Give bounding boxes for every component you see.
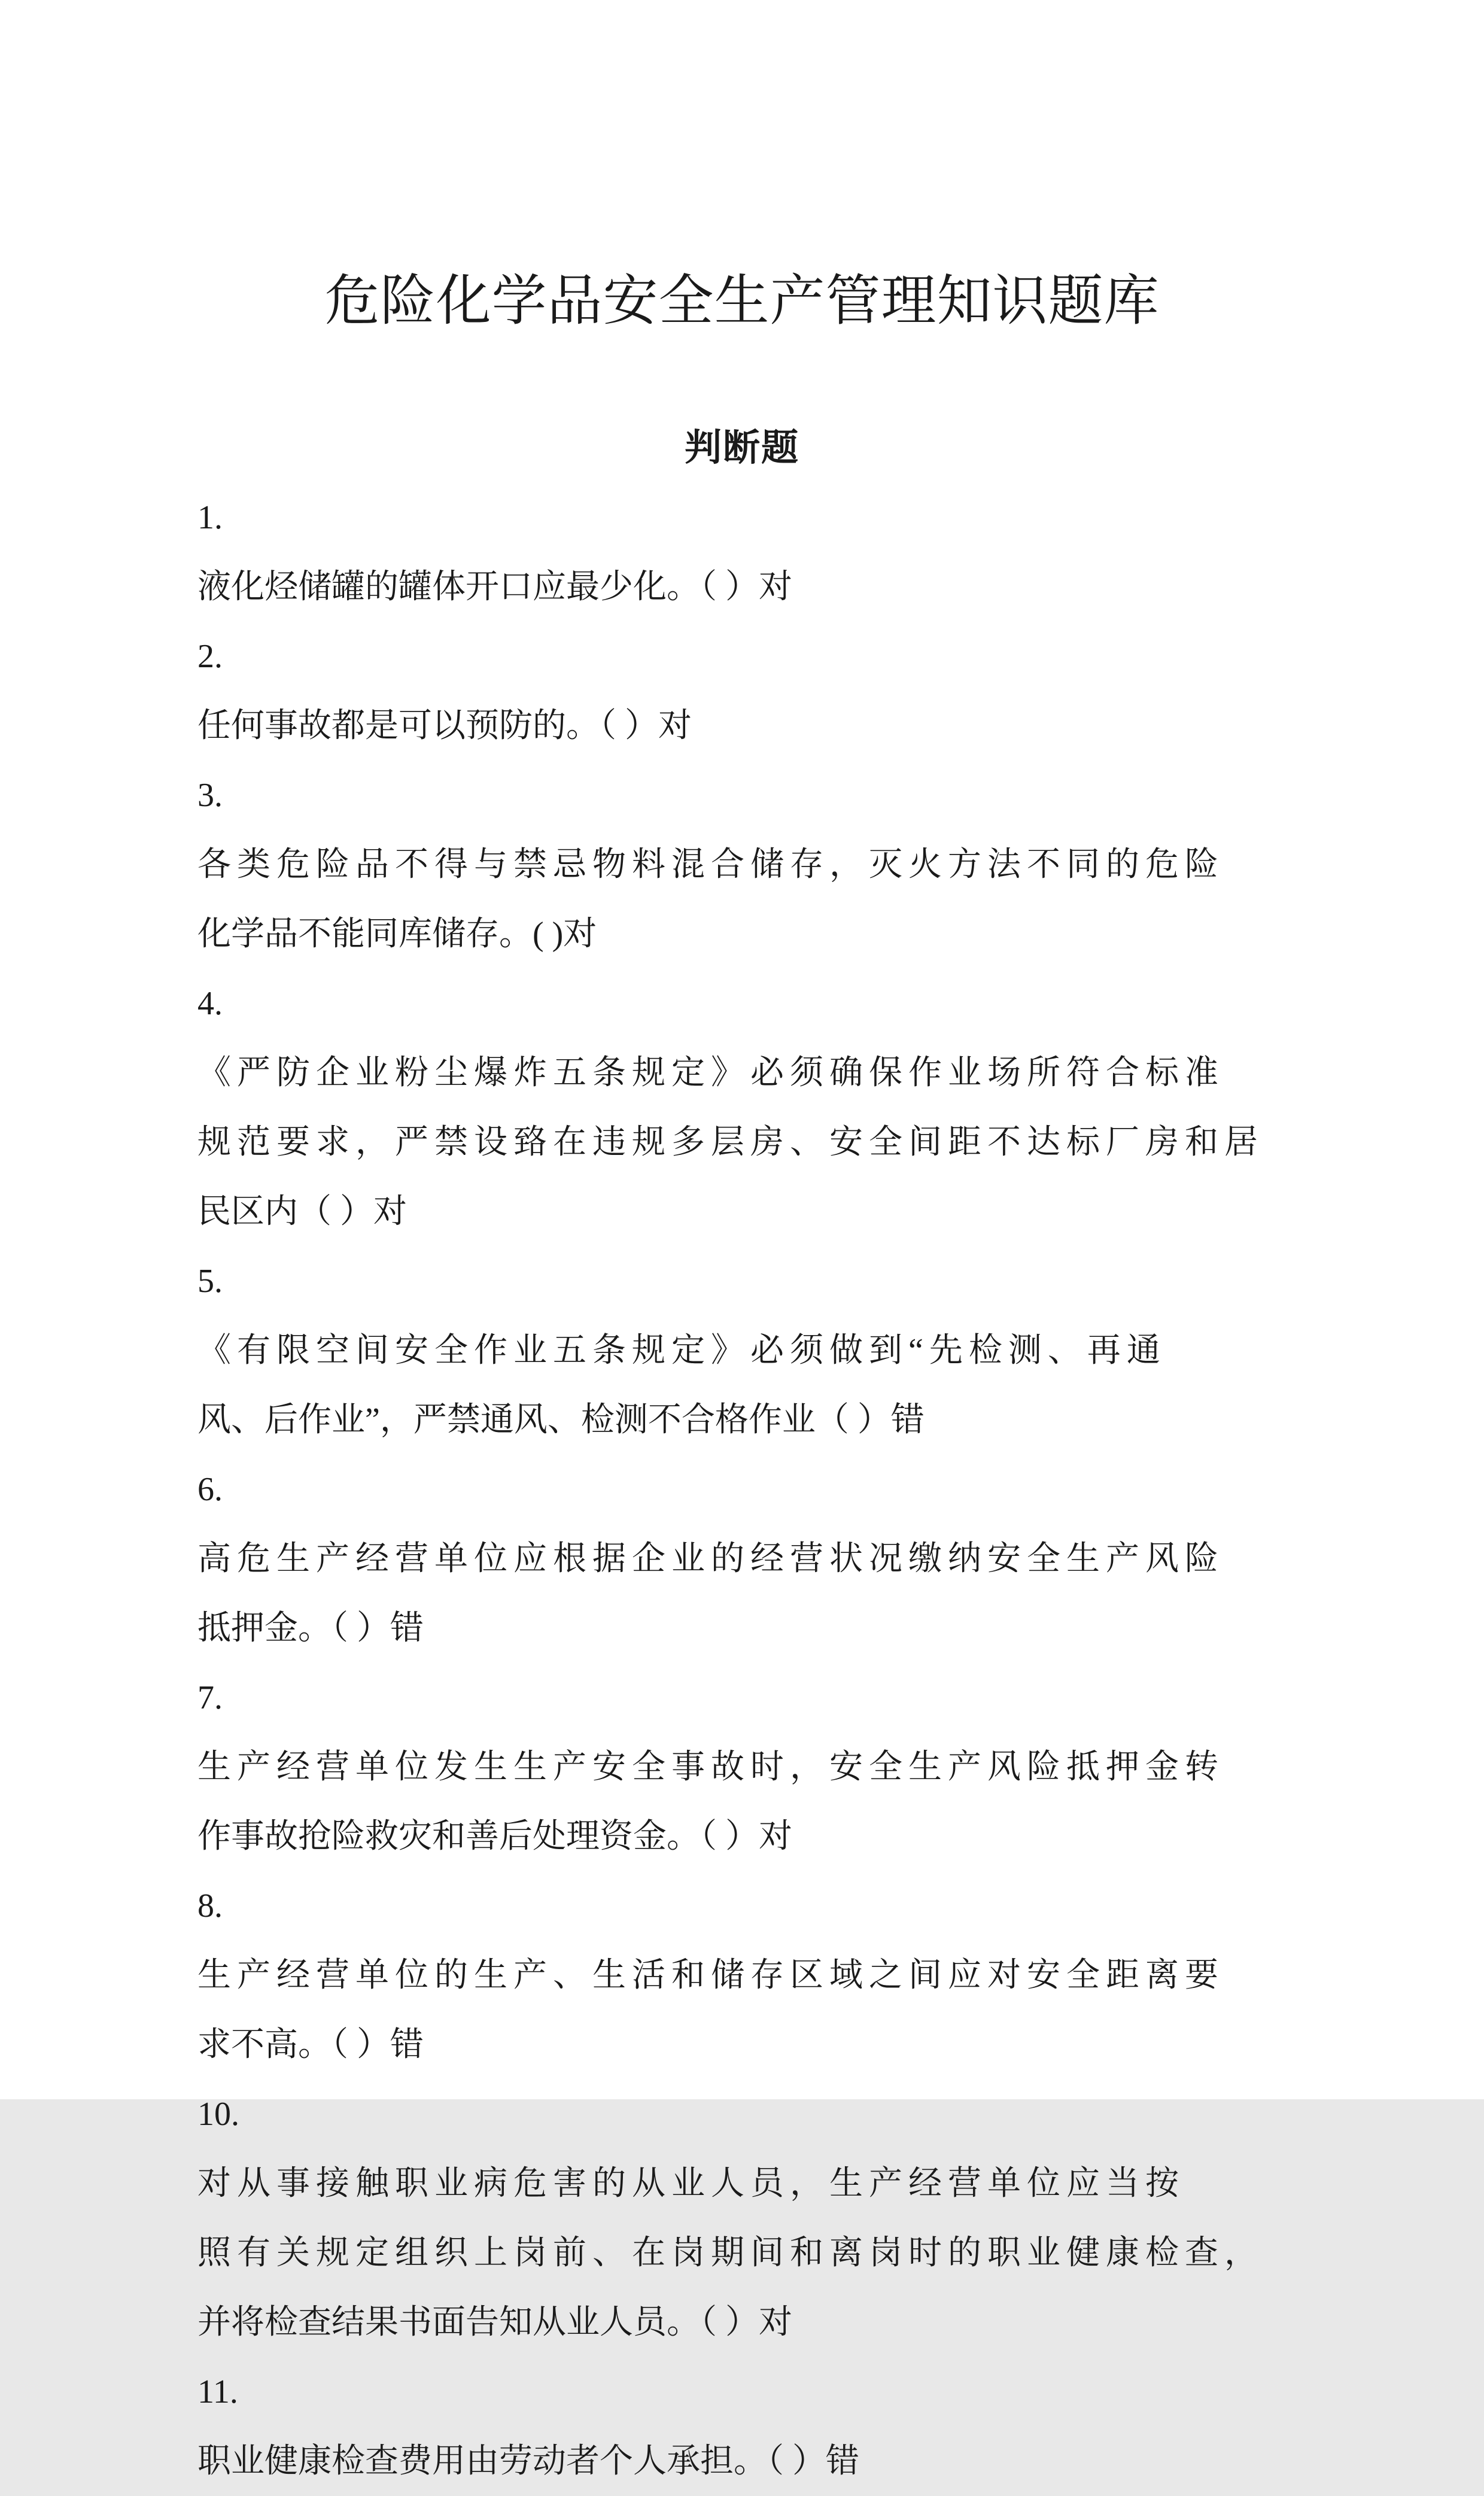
- question-number: 11.: [197, 2373, 238, 2410]
- question-line: 照有关规定组织上岗前、在岗期间和离岗时的职业健康检查，: [197, 2234, 1264, 2272]
- question-line: 职业健康检查费用由劳动者个人承担。（ ）错: [197, 2442, 859, 2480]
- question-line: 化学品不能同库储存。( )对: [197, 915, 597, 953]
- document-title: 危险化学品安全生产管理知识题库: [324, 270, 1160, 332]
- question-item: [197, 2080, 1287, 2357]
- question-line: 生产经营单位发生生产安全事故时，安全生产风险抵押金转: [197, 1748, 1224, 1786]
- question-number: 1.: [197, 498, 223, 536]
- question-number: 2.: [197, 637, 223, 675]
- question-item: [197, 483, 1287, 622]
- question-number: 5.: [197, 1262, 223, 1300]
- question-number: 7.: [197, 1679, 223, 1716]
- question-line: 并将检查结果书面告知从业人员。（ ）对: [197, 2303, 792, 2341]
- question-line: 规范要求，严禁设臵在违规多层房、安全间距不达标厂房和居: [197, 1123, 1264, 1161]
- question-line: 对从事接触职业病危害的从业人员，生产经营单位应当按: [197, 2164, 1185, 2202]
- question-line: 任何事故都是可以预防的。（ ）对: [197, 707, 692, 744]
- question-item: [197, 1247, 1287, 1455]
- question-line: 求不高。（ ）错: [197, 2026, 424, 2063]
- question-line: 抵押金。（ ）错: [197, 1609, 424, 1647]
- document-content: [197, 0, 1287, 2496]
- section-heading: 判断题: [684, 425, 799, 469]
- question-line: 高危生产经营单位应根据企业的经营状况缴纳安全生产风险: [197, 1540, 1224, 1577]
- question-line: 液化烃储罐的罐体开口应最少化。（ ）对: [197, 568, 792, 606]
- question-item: [197, 1663, 1287, 1871]
- question-line: 《有限空间安全作业五条规定》必须做到“先检测、再通: [197, 1331, 1166, 1369]
- question-number: 6.: [197, 1470, 223, 1508]
- question-item: [197, 969, 1287, 1247]
- question-item: [197, 1455, 1287, 1663]
- question-line: 《严防企业粉尘爆炸五条规定》必须确保作业场所符合标准: [197, 1054, 1224, 1092]
- question-line: 作事故抢险救灾和善后处理资金。（ ）对: [197, 1817, 792, 1855]
- question-line: 风、后作业”，严禁通风、检测不合格作业（ ）错: [197, 1401, 925, 1439]
- question-line: 生产经营单位的生产、生活和储存区域之间应对安全距离要: [197, 1956, 1224, 1994]
- question-item: [197, 761, 1287, 969]
- question-list: [197, 483, 1287, 2496]
- question-number: 3.: [197, 776, 223, 814]
- question-item: [197, 2357, 1287, 2496]
- question-number: 10.: [197, 2095, 239, 2133]
- question-item: [197, 1871, 1287, 2080]
- question-line: 各类危险品不得与禁忌物料混合储存，灭火方法不同的危险: [197, 846, 1224, 883]
- question-item: [197, 622, 1287, 761]
- question-number: 8.: [197, 1887, 223, 1925]
- question-number: 4.: [197, 984, 223, 1022]
- question-line: 民区内（ ）对: [197, 1193, 407, 1230]
